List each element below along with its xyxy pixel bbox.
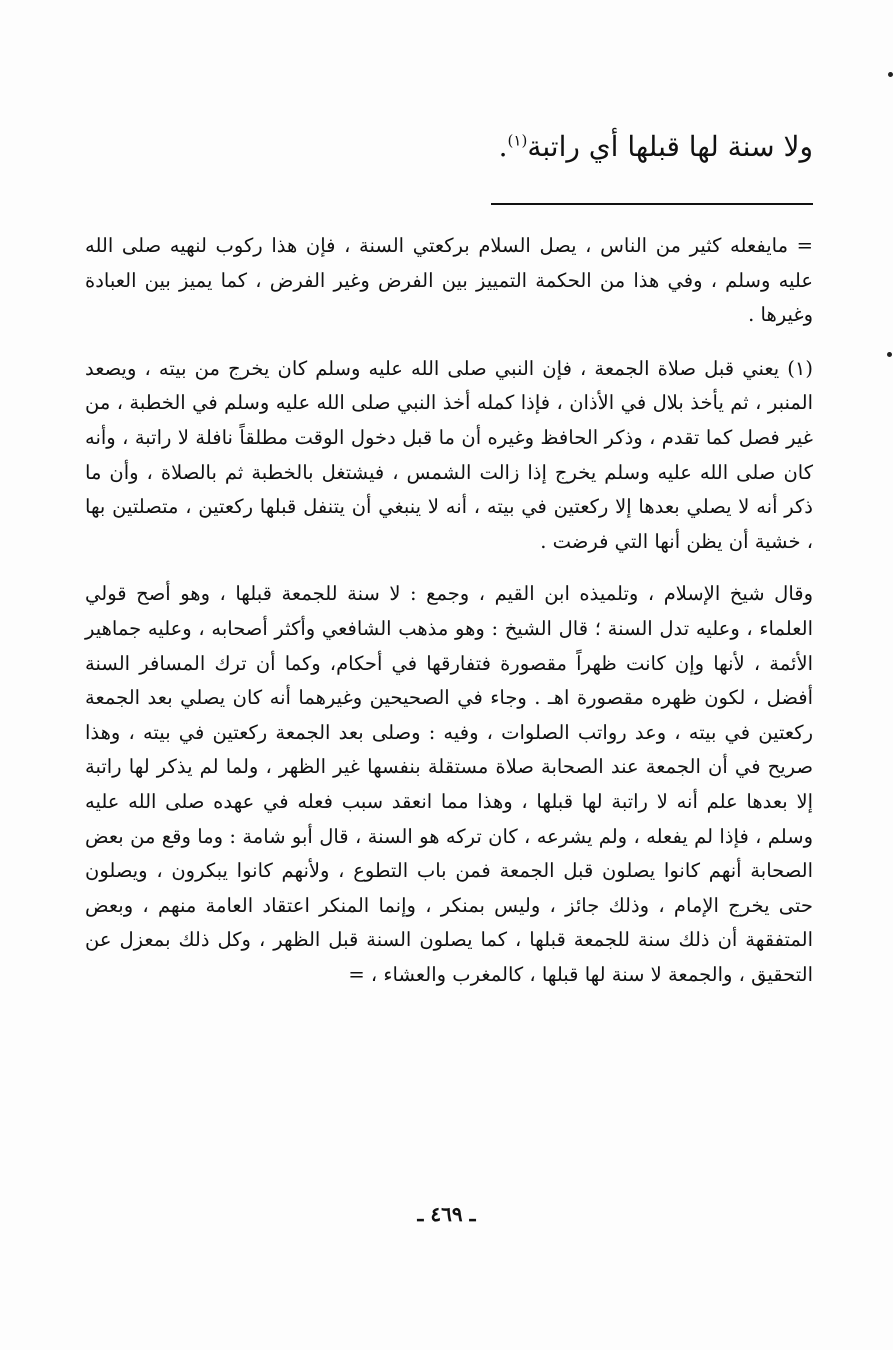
page-number: ـ ٤٦٩ ـ (417, 1202, 476, 1226)
footnotes-block (85, 229, 813, 992)
footnote-marker: (١) (507, 131, 528, 150)
scan-speck (887, 352, 892, 357)
main-text: ولا سنة لها قبلها أي راتبة (527, 130, 813, 163)
footnote-continuation: = مايفعله كثير من الناس ، يصل السلام بركعتي السنة ، فإن هذا ركوب لنهيه صلى الله عليه وسلم ، وفي هذا من الحكمة التمييز بين الفرض وغير الفرض ، كما يميز بين العبادة وغيرها . (85, 234, 813, 327)
footnote-1: (١) يعني قبل صلاة الجمعة ، فإن النبي صلى الله عليه وسلم كان يخرج من بيته ، ويصعد المنبر ، ثم يأخذ بلال في الأذان ، فإذا كمله أخذ النبي صلى الله عليه وسلم في الخطبة ، من غير فصل كما تقدم ، وذكر الحافظ وغيره أن ما قبل دخول الوقت مطلقاً نافلة لا راتبة ، وأنه كان صلى الله عليه وسلم يخرج إذا زالت الشمس ، فيشتغل بالخطبة ثم بالصلاة ، وأن ما ذكر أنه لا يصلي بعدها إلا ركعتين في بيته ، أنه لا ينبغي أن يتنفل قبلها ركعتين ، متصلتين بها ، خشية أن يظن أنها التي فرضت . (85, 356, 813, 553)
main-text-end-mark: . (498, 130, 508, 163)
footnote-1-continued: وقال شيخ الإسلام ، وتلميذه ابن القيم ، وجمع : لا سنة للجمعة قبلها ، وهو أصح قولي العلماء ، وعليه تدل السنة ؛ قال الشيخ : وهو مذهب الشافعي وأكثر أصحابه ، وعليه جماهير الأئمة ، لأنها وإن كانت ظهراً مقصورة فتفارقها في أحكام، وكما أن ترك المسافر السنة أفضل ، لكون ظهره مقصورة اهـ . وجاء في الصحيحين وغيرهما أنه كان يصلي بعد الجمعة ركعتين في بيته ، وعد رواتب الصلوات ، وفيه : وصلى بعد الجمعة ركعتين في بيته ، وهذا صريح في أن الجمعة عند الصحابة صلاة مستقلة بنفسها غير الظهر ، ولما لم يذكر لها راتبة إلا بعدها علم أنه لا راتبة لها قبلها ، وهذا مما انعقد سبب فعله في عهده صلى الله عليه وسلم ، فإذا لم يفعله ، ولم يشرعه ، كان تركه هو السنة ، قال أبو شامة : وما وقع من بعض الصحابة أنهم كانوا يصلون قبل الجمعة فمن باب التطوع ، ولأنهم كانوا يبكرون ، ويصلون حتى يخرج الإمام ، وذلك جائز ، وليس بمنكر ، وإنما المنكر اعتقاد العامة منهم ، وبعض المتفقهة أن ذلك سنة للجمعة قبلها ، كما يصلون السنة قبل الظهر ، وكل ذلك بمعزل عن التحقيق ، والجمعة لا سنة لها قبلها ، كالمغرب والعشاء ، = (85, 582, 813, 986)
footnote-separator (491, 203, 813, 205)
scan-speck (888, 72, 893, 77)
main-text-line (173, 122, 813, 172)
